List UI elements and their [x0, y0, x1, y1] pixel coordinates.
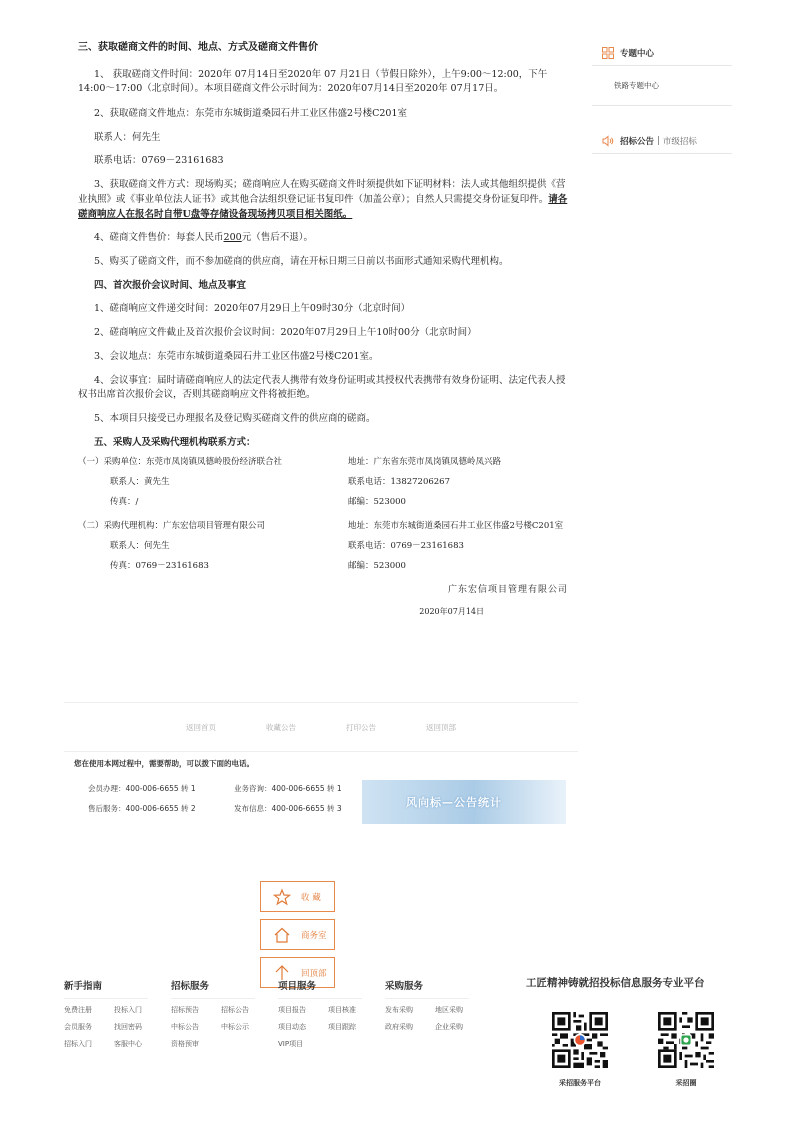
footer-slogan: 工匠精神铸就招投标信息服务专业平台: [526, 977, 705, 989]
bid-notice-divider: |: [657, 135, 660, 146]
footer-link[interactable]: 项目核准: [328, 1006, 356, 1014]
city-bid-link[interactable]: 市级招标: [662, 136, 697, 147]
business-room-button[interactable]: [260, 919, 335, 950]
footer-link[interactable]: 客服中心: [114, 1040, 142, 1048]
contact-row: [78, 516, 568, 536]
footer-col-title: 新手指南: [64, 978, 148, 999]
business-room-label: 商务室: [301, 930, 327, 941]
signature-date: 2020年07月14日: [419, 607, 484, 617]
buyer-phone: 联系电话：13827206267: [348, 477, 450, 488]
footer-link[interactable]: 招标公告: [221, 1006, 249, 1014]
print-link[interactable]: 打印公告: [346, 722, 376, 732]
banner-text: 风向标—公告统计: [406, 796, 502, 809]
section-3-item-1: 1、 获取磋商文件时间：2020年 07月14日至2020年 07 月21日（节假日除外），上午9:00～12:00，下午14:00～17:00（北京时间）。本项目磋商文件公示时间为：2020年07月14日至2020年 07月17日。: [78, 68, 548, 95]
section-4-item-1: 1、磋商响应文件递交时间：2020年07月29日上午09时30分（北京时间）: [94, 303, 411, 315]
collect-label: 收 藏: [301, 892, 321, 903]
footer-link[interactable]: 项目跟踪: [328, 1023, 356, 1031]
footer-link[interactable]: 政府采购: [385, 1023, 413, 1031]
item-4-amount: 200: [223, 232, 242, 244]
back-home-link[interactable]: 返回首页: [186, 722, 216, 732]
qr-caption: 采招圈: [675, 1079, 697, 1087]
item-3-notice: 请各磋商响应人在报名时自带U盘等存储设备现场拷贝项目相关图纸。: [78, 193, 568, 220]
qr-code-icon: [658, 1012, 714, 1068]
favorite-link[interactable]: 收藏公告: [266, 722, 296, 732]
qr-caption: 采招服务平台: [559, 1079, 601, 1087]
consult-phone: 业务咨询：400-006-6655 转 1: [234, 784, 342, 793]
footer-col-title: 采购服务: [385, 978, 469, 999]
agent-postcode: 邮编：523000: [348, 561, 406, 572]
footer-link[interactable]: 找回密码: [114, 1023, 142, 1031]
agent-fax: 传真：0769－23161683: [110, 561, 209, 572]
contact-row: [78, 496, 568, 516]
footer-link[interactable]: 招标入门: [64, 1040, 92, 1048]
footer-link[interactable]: 会员服务: [64, 1023, 92, 1031]
section-3-item-2: 2、获取磋商文件地点：东莞市东城街道桑园石井工业区伟盛2号楼C201室: [94, 107, 407, 119]
bid-notice-header: [592, 128, 732, 154]
signature: 广东宏信项目管理有限公司: [447, 585, 568, 596]
qr-caizhaoquan: [658, 1012, 714, 1088]
footer-link[interactable]: 中标公告: [171, 1023, 199, 1031]
buyer-address: 地址：广东省东莞市凤岗镇凤德岭凤兴路: [348, 457, 502, 468]
item-4-suffix: 元（售后不退）。: [241, 232, 313, 244]
buyer-fax: 传真：/: [110, 497, 139, 508]
contact-row: [78, 540, 568, 560]
section-3-item-4: [78, 231, 568, 246]
agent-contact: 联系人：何先生: [110, 541, 170, 552]
section-3-phone: 联系电话：0769－23161683: [94, 155, 224, 167]
sidebar: [592, 40, 732, 154]
item-3-text: 3、获取磋商文件方式：现场购买；磋商响应人在购买磋商文件时须提供如下证明材料：法人或其他组织提供《营业执照》或《事业单位法人证书》或其他合法组织登记证书复印件（加盖公章）；自然人只需提交身份证复印件。: [78, 179, 566, 205]
star-icon: [273, 888, 291, 906]
section-4-item-2: 2、磋商响应文件截止及首次报价会议时间：2020年07月29日上午10时00分（北京时间）: [94, 327, 477, 339]
footer-link[interactable]: 中标公示: [221, 1023, 249, 1031]
footer-nav: [64, 978, 492, 1049]
home-icon: [273, 926, 291, 944]
agent-phone: 联系电话：0769－23161683: [348, 541, 464, 552]
contact-row: [78, 476, 568, 496]
contact-row: [78, 456, 568, 476]
section-3-item-5: 5、购买了磋商文件，而不参加磋商的供应商，请在开标日期三日前以书面形式通知采购代理机构。: [94, 255, 509, 267]
publish-phone: 发布信息：400-006-6655 转 3: [234, 804, 342, 813]
grid-icon: [602, 47, 614, 59]
footer-link[interactable]: 项目报告: [278, 1006, 306, 1014]
footer-link[interactable]: 企业采购: [435, 1023, 463, 1031]
announcement-actions: [64, 702, 578, 752]
buyer-unit: （一）采购单位：东莞市凤岗镇凤德岭股份经济联合社: [78, 457, 283, 468]
contact-row: [78, 560, 568, 580]
announcement-body: [78, 40, 568, 619]
footer-link[interactable]: 资格预审: [171, 1040, 199, 1048]
bid-notice-title[interactable]: 招标公告: [620, 136, 655, 147]
section-4-item-3: 3、会议地点：东莞市东城街道桑园石井工业区伟盛2号楼C201室。: [94, 350, 379, 362]
footer-link[interactable]: 发布采购: [385, 1006, 413, 1014]
item-4-text: 4、磋商文件售价：每套人民币: [94, 232, 224, 244]
footer-link[interactable]: 免费注册: [64, 1006, 92, 1014]
back-top-link[interactable]: 返回顶部: [426, 722, 456, 732]
help-box: [64, 758, 578, 823]
footer-link[interactable]: 地区采购: [435, 1006, 463, 1014]
after-sale-phone: 售后服务：400-006-6655 转 2: [88, 804, 196, 813]
back-to-top-label: 回顶部: [301, 968, 327, 979]
footer-col-title: 项目服务: [278, 978, 362, 999]
footer-link[interactable]: 项目动态: [278, 1023, 306, 1031]
footer-qr-block: [526, 975, 736, 1088]
section-3-contact: 联系人：何先生: [94, 131, 161, 143]
collect-button[interactable]: [260, 881, 335, 912]
railway-topic-link[interactable]: 铁路专题中心: [592, 66, 732, 106]
statistics-banner[interactable]: [362, 780, 566, 824]
section-5-title: 五、采购人及采购代理机构联系方式：: [94, 436, 256, 448]
buyer-postcode: 邮编：523000: [348, 497, 406, 508]
member-phone: 会员办理：400-006-6655 转 1: [88, 784, 196, 793]
help-title: 您在使用本网过程中，需要帮助，可以拨下面的电话。: [74, 759, 254, 768]
topic-center-header: [592, 40, 732, 66]
footer-link[interactable]: 投标入门: [114, 1006, 142, 1014]
buyer-contact: 联系人：黄先生: [110, 477, 170, 488]
topic-center-title: 专题中心: [620, 48, 655, 59]
section-3-item-3: [78, 178, 568, 222]
footer-link[interactable]: 招标预告: [171, 1006, 199, 1014]
contact-table: [78, 456, 568, 580]
agent-address: 地址：东莞市东城街道桑园石井工业区伟盛2号楼C201室: [348, 521, 564, 532]
section-3-title: 三、获取磋商文件的时间、地点、方式及磋商文件售价: [78, 42, 318, 53]
footer-col-newbie: [64, 978, 171, 1049]
qr-code-icon: [552, 1012, 608, 1068]
section-4-item-4: 4、会议事宜：届时请磋商响应人的法定代表人携带有效身份证明或其授权代表携带有效身份证明、法定代表人授权书出席首次报价会议，否则其磋商响应文件将被拒绝。: [78, 374, 566, 401]
footer-col-project: [278, 978, 385, 1049]
section-4-item-5: 5、本项目只接受已办理报名及登记购买磋商文件的供应商的磋商。: [94, 413, 376, 424]
footer-col-procurement: [385, 978, 492, 1049]
qr-service-platform: [552, 1012, 608, 1088]
section-4-title: 四、首次报价会议时间、地点及事宜: [94, 279, 247, 291]
footer-col-title: 招标服务: [171, 978, 255, 999]
agent-unit: （二）采购代理机构：广东宏信项目管理有限公司: [78, 520, 266, 531]
speaker-icon: [602, 135, 614, 147]
footer-link[interactable]: VIP项目: [278, 1040, 304, 1048]
footer-col-bidding: [171, 978, 278, 1049]
